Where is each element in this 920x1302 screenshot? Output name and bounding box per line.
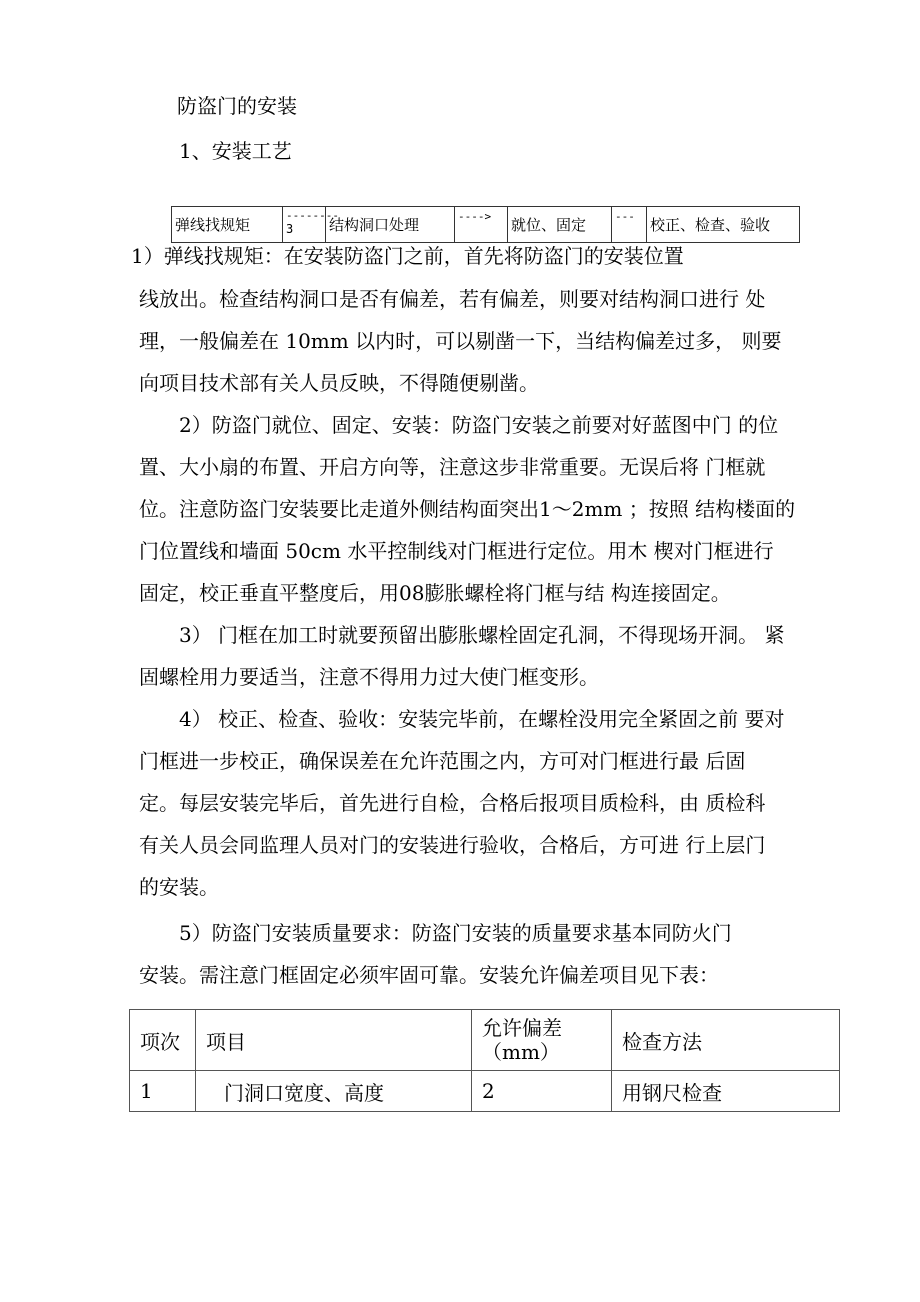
cell-item: 门洞口宽度、高度 xyxy=(196,1071,472,1112)
flow-step: 校正、检查、验收 xyxy=(650,216,771,234)
text-line: 定。每层安装完毕后，首先进行自检，合格后报项目质检科，由 质检科 xyxy=(139,791,766,815)
header-tolerance-label: 允许偏差 xyxy=(482,1016,562,1040)
flow-step: 弹线找规矩 xyxy=(172,207,283,242)
header-tolerance-unit: （mm） xyxy=(482,1040,560,1064)
flow-connector xyxy=(612,207,647,242)
flow-arrow: -------- xyxy=(286,209,339,222)
cell-method: 用钢尺检查 xyxy=(612,1071,840,1112)
page-title: 防盗门的安装 xyxy=(177,94,297,118)
flow-arrow: ----> xyxy=(458,210,492,223)
tolerance-table xyxy=(129,1009,840,1112)
flow-step: 结构洞口处理 xyxy=(326,207,455,242)
section-heading: 1、安装工艺 xyxy=(179,139,292,163)
text-line: 固定，校正垂直平整度后，用08膨胀螺栓将门框与结 构连接固定。 xyxy=(139,581,731,605)
cell-no: 1 xyxy=(130,1071,196,1112)
text-line: 门位置线和墙面 50cm 水平控制线对门框进行定位。用木 楔对门框进行 xyxy=(139,539,774,563)
text-line: 置、大小扇的布置、开启方向等，注意这步非常重要。无误后将 门框就 xyxy=(139,455,766,479)
header-item: 项目 xyxy=(196,1010,472,1071)
flow-arrow: --- xyxy=(615,210,635,223)
cell-tolerance: 2 xyxy=(472,1071,612,1112)
text-line: 有关人员会同监理人员对门的安装进行验收，合格后，方可进 行上层门 xyxy=(139,833,766,857)
flow-arrow-label: 3 xyxy=(286,222,294,236)
header-tolerance xyxy=(472,1010,612,1071)
table-header-row xyxy=(130,1010,840,1071)
flow-connector xyxy=(283,207,339,242)
text-line: 理，一般偏差在 10mm 以内时，可以剔凿一下，当结构偏差过多， 则要 xyxy=(139,329,782,353)
header-no: 项次 xyxy=(130,1010,196,1071)
text-line: 2）防盗门就位、固定、安装：防盗门安装之前要对好蓝图中门 的位 xyxy=(179,413,779,437)
table-row xyxy=(130,1071,840,1112)
text-line: 4） 校正、检查、验收：安装完毕前，在螺栓没用完全紧固之前 要对 xyxy=(179,707,785,731)
header-method: 检查方法 xyxy=(612,1010,840,1071)
text-line: 3） 门框在加工时就要预留出膨胀螺栓固定孔洞，不得现场开洞。 紧 xyxy=(179,623,785,647)
flow-connector xyxy=(455,207,508,242)
text-line: 向项目技术部有关人员反映，不得随便剔凿。 xyxy=(139,371,539,395)
text-line: 5）防盗门安装质量要求：防盗门安装的质量要求基本同防火门 xyxy=(179,921,732,945)
text-line: 线放出。检查结构洞口是否有偏差，若有偏差，则要对结构洞口进行 处 xyxy=(139,287,766,311)
flow-step: 就位、固定 xyxy=(508,207,612,242)
text-line: 安装。需注意门框固定必须牢固可靠。安装允许偏差项目见下表： xyxy=(139,963,719,987)
text-line: 位。注意防盗门安装要比走道外侧结构面突出1～2mm ；按照 结构楼面的 xyxy=(139,497,796,521)
text-line: 1）弹线找规矩：在安装防盗门之前，首先将防盗门的安装位置 xyxy=(131,244,684,268)
process-flow xyxy=(171,206,800,243)
text-line: 固螺栓用力要适当，注意不得用力过大使门框变形。 xyxy=(139,665,599,689)
text-line: 的安装。 xyxy=(139,875,219,899)
text-line: 门框进一步校正，确保误差在允许范围之内，方可对门框进行最 后固 xyxy=(139,749,746,773)
